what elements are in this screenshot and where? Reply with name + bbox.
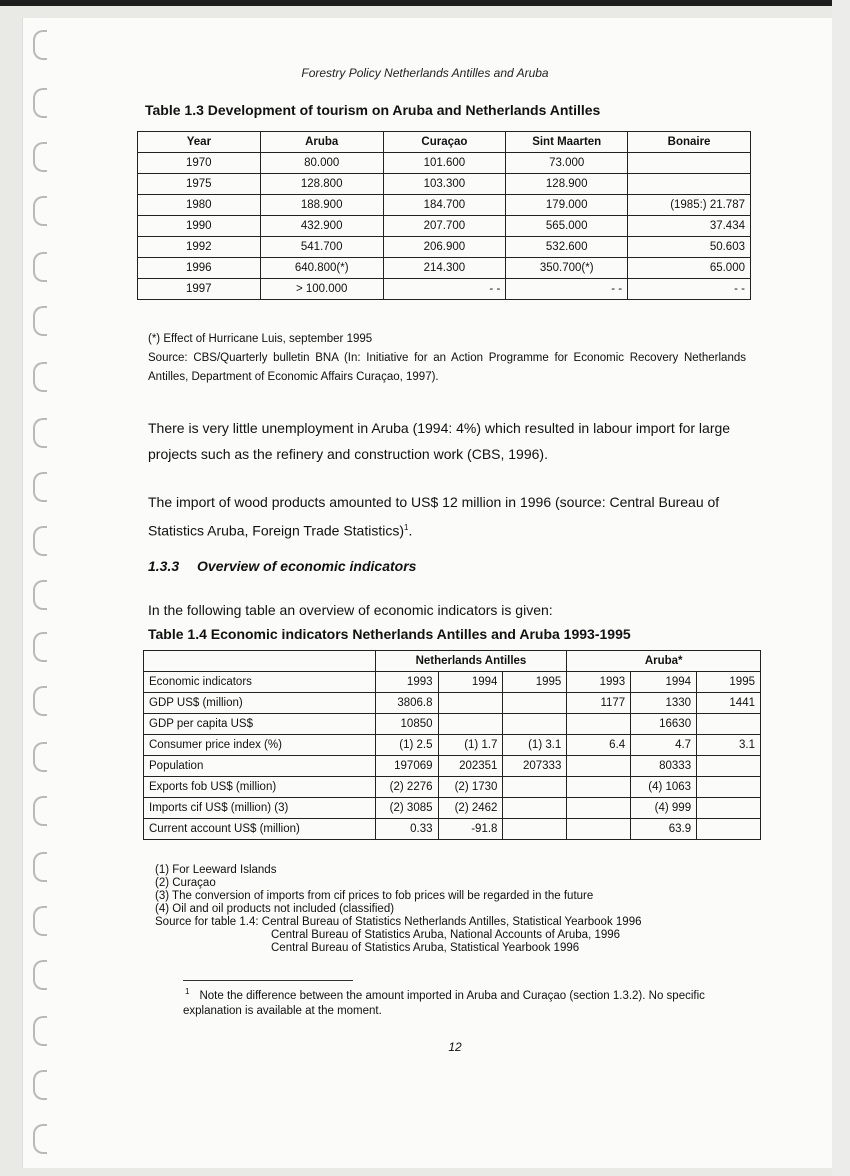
table-cell: 1330	[631, 693, 697, 714]
binder-ring	[33, 1070, 47, 1100]
binder-ring	[33, 742, 47, 772]
indicator-label: GDP per capita US$	[144, 714, 376, 735]
table-cell: 6.4	[567, 735, 631, 756]
table-cell	[628, 174, 751, 195]
table-cell	[503, 693, 567, 714]
table-cell: 3.1	[697, 735, 761, 756]
section-heading	[148, 558, 416, 574]
year-cell: 1992	[138, 237, 261, 258]
table-cell: 16630	[631, 714, 697, 735]
year-header: 1995	[503, 672, 567, 693]
binder-ring	[33, 906, 47, 936]
source-line: Central Bureau of Statistics Aruba, National Accounts of Aruba, 1996	[271, 929, 621, 941]
binder-ring	[33, 686, 47, 716]
table-row	[138, 174, 751, 195]
table-cell: 128.800	[260, 174, 383, 195]
table-cell: - -	[383, 279, 506, 300]
table-note: (2) Curaçao	[155, 877, 216, 889]
economic-indicators-table	[143, 650, 761, 840]
column-header: Curaçao	[383, 132, 506, 153]
table-cell	[697, 777, 761, 798]
indicator-label: Exports fob US$ (million)	[144, 777, 376, 798]
table-cell: 202351	[438, 756, 503, 777]
indicator-label: Consumer price index (%)	[144, 735, 376, 756]
row-header-label: Economic indicators	[144, 672, 376, 693]
year-header: 1993	[375, 672, 438, 693]
table-cell	[567, 777, 631, 798]
table-cell: -91.8	[438, 819, 503, 840]
table-cell: (4) 1063	[631, 777, 697, 798]
binder-ring	[33, 306, 47, 336]
table-1-3-note: (*) Effect of Hurricane Luis, september 1995	[148, 333, 373, 345]
year-header: 1993	[567, 672, 631, 693]
table-cell: 188.900	[260, 195, 383, 216]
table-1-3-caption: Table 1.3 Development of tourism on Aruba and Netherlands Antilles	[145, 102, 601, 118]
table-cell: 103.300	[383, 174, 506, 195]
table-cell: - -	[506, 279, 628, 300]
table-1-4-caption: Table 1.4 Economic indicators Netherlands Antilles and Aruba 1993-1995	[148, 626, 631, 642]
binder-ring	[33, 526, 47, 556]
table-cell	[567, 756, 631, 777]
table-cell	[567, 714, 631, 735]
table-row	[138, 216, 751, 237]
binder-ring	[33, 580, 47, 610]
binder-ring	[33, 472, 47, 502]
table-cell: 80.000	[260, 153, 383, 174]
empty-header-cell	[144, 651, 376, 672]
indicator-label: Current account US$ (million)	[144, 819, 376, 840]
source-label: Source for table 1.4:	[155, 916, 259, 928]
table-cell: 1441	[697, 693, 761, 714]
page-number: 12	[448, 1040, 462, 1054]
table-group-header-row	[144, 651, 761, 672]
year-header: 1994	[631, 672, 697, 693]
table-cell: 0.33	[375, 819, 438, 840]
binder-ring	[33, 852, 47, 882]
table-cell: (1) 2.5	[375, 735, 438, 756]
table-cell	[438, 693, 503, 714]
group-header-netherlands-antilles: Netherlands Antilles	[375, 651, 567, 672]
table-cell: 197069	[375, 756, 438, 777]
table-cell: 179.000	[506, 195, 628, 216]
table-cell	[503, 714, 567, 735]
table-cell: 65.000	[628, 258, 751, 279]
binder-ring	[33, 796, 47, 826]
table-cell: 10850	[375, 714, 438, 735]
binder-ring	[33, 960, 47, 990]
table-cell: 640.800(*)	[260, 258, 383, 279]
binder-ring	[33, 142, 47, 172]
table-1-3-source: Source: CBS/Quarterly bulletin BNA (In: Initiative for an Action Programme for Economic Recovery Netherlands Antilles, Department of Economic Affairs Curaçao, 1997).	[148, 352, 746, 383]
table-row	[144, 735, 761, 756]
scan-right-edge	[832, 0, 850, 1176]
table-cell	[628, 153, 751, 174]
year-cell: 1996	[138, 258, 261, 279]
table-cell: 432.900	[260, 216, 383, 237]
binder-ring	[33, 362, 47, 392]
table-cell: 350.700(*)	[506, 258, 628, 279]
table-cell: 214.300	[383, 258, 506, 279]
table-row	[144, 714, 761, 735]
table-cell: (2) 3085	[375, 798, 438, 819]
table-row	[138, 279, 751, 300]
table-header-row	[138, 132, 751, 153]
table-cell: (2) 1730	[438, 777, 503, 798]
table-cell	[567, 798, 631, 819]
paragraph-text: The import of wood products amounted to US$ 12 million in 1996 (source: Central Bureau of Statistics Aruba, Foreign Trade Statistics)	[148, 494, 720, 539]
table-cell: 50.603	[628, 237, 751, 258]
binder-ring	[33, 418, 47, 448]
table-note: (1) For Leeward Islands	[155, 864, 277, 876]
table-cell	[503, 777, 567, 798]
table-cell: 37.434	[628, 216, 751, 237]
source-line: Central Bureau of Statistics Netherlands Antilles, Statistical Yearbook 1996	[261, 916, 642, 928]
binder-ring	[33, 88, 47, 118]
table-cell: > 100.000	[260, 279, 383, 300]
table-note: (4) Oil and oil products not included (classified)	[155, 903, 395, 915]
column-header: Year	[138, 132, 261, 153]
table-cell	[697, 798, 761, 819]
year-cell: 1980	[138, 195, 261, 216]
table-cell: 184.700	[383, 195, 506, 216]
indicator-label: GDP US$ (million)	[144, 693, 376, 714]
section-number: 1.3.3	[148, 558, 180, 574]
year-cell: 1975	[138, 174, 261, 195]
table-cell	[503, 798, 567, 819]
year-header: 1994	[438, 672, 503, 693]
table-cell	[567, 819, 631, 840]
table-row	[138, 237, 751, 258]
table-cell: 532.600	[506, 237, 628, 258]
table-cell: - -	[628, 279, 751, 300]
table-cell	[697, 756, 761, 777]
table-cell: (1985:) 21.787	[628, 195, 751, 216]
table-cell: (4) 999	[631, 798, 697, 819]
table-row	[138, 195, 751, 216]
table-year-header-row	[144, 672, 761, 693]
table-cell: (1) 3.1	[503, 735, 567, 756]
table-1-4-notes	[155, 864, 642, 955]
table-source	[155, 916, 642, 929]
table-cell: (2) 2462	[438, 798, 503, 819]
indicator-label: Imports cif US$ (million) (3)	[144, 798, 376, 819]
table-row	[144, 777, 761, 798]
table-row	[144, 756, 761, 777]
table-row	[138, 153, 751, 174]
table-cell: 63.9	[631, 819, 697, 840]
footnote-separator	[183, 980, 353, 981]
paragraph-end: .	[408, 522, 413, 539]
paragraph-unemployment: There is very little unemployment in Aruba (1994: 4%) which resulted in labour import for large projects such as the refinery and construction work (CBS, 1996).	[148, 420, 731, 462]
table-intro-text: In the following table an overview of economic indicators is given:	[148, 602, 553, 618]
paragraph-wood-import	[148, 489, 748, 544]
table-cell: 207333	[503, 756, 567, 777]
column-header: Bonaire	[628, 132, 751, 153]
binder-ring	[33, 196, 47, 226]
table-row	[144, 693, 761, 714]
tourism-table	[137, 131, 751, 300]
indicator-label: Population	[144, 756, 376, 777]
table-cell: 80333	[631, 756, 697, 777]
binder-ring	[33, 632, 47, 662]
footnote-marker: 1	[185, 987, 190, 996]
running-header: Forestry Policy Netherlands Antilles and Aruba	[301, 66, 549, 80]
binder-ring	[33, 252, 47, 282]
footnote-text: Note the difference between the amount imported in Aruba and Curaçao (section 1.3.2). No specific explanation is available at the moment.	[183, 989, 705, 1017]
table-row	[144, 798, 761, 819]
table-cell: 128.900	[506, 174, 628, 195]
section-title: Overview of economic indicators	[197, 558, 417, 574]
table-cell	[503, 819, 567, 840]
table-cell: 207.700	[383, 216, 506, 237]
table-note: (3) The conversion of imports from cif prices to fob prices will be regarded in the future	[155, 890, 594, 902]
table-cell: 3806.8	[375, 693, 438, 714]
source-line: Central Bureau of Statistics Aruba, Statistical Yearbook 1996	[271, 942, 580, 954]
table-cell: (1) 1.7	[438, 735, 503, 756]
table-cell: 4.7	[631, 735, 697, 756]
table-row	[144, 819, 761, 840]
table-cell: (2) 2276	[375, 777, 438, 798]
table-cell: 101.600	[383, 153, 506, 174]
table-cell	[438, 714, 503, 735]
year-cell: 1970	[138, 153, 261, 174]
year-header: 1995	[697, 672, 761, 693]
table-cell: 565.000	[506, 216, 628, 237]
table-row	[138, 258, 751, 279]
binder-ring	[33, 1124, 47, 1154]
year-cell: 1997	[138, 279, 261, 300]
table-cell: 206.900	[383, 237, 506, 258]
group-header-aruba: Aruba*	[567, 651, 761, 672]
scan-top-edge	[0, 0, 850, 6]
table-cell: 73.000	[506, 153, 628, 174]
table-cell: 541.700	[260, 237, 383, 258]
year-cell: 1990	[138, 216, 261, 237]
column-header: Sint Maarten	[506, 132, 628, 153]
footnote-reference: 1	[404, 523, 409, 532]
footnote	[183, 984, 758, 1019]
binder-ring	[33, 30, 47, 60]
table-cell: 1177	[567, 693, 631, 714]
table-cell	[697, 819, 761, 840]
column-header: Aruba	[260, 132, 383, 153]
table-cell	[697, 714, 761, 735]
